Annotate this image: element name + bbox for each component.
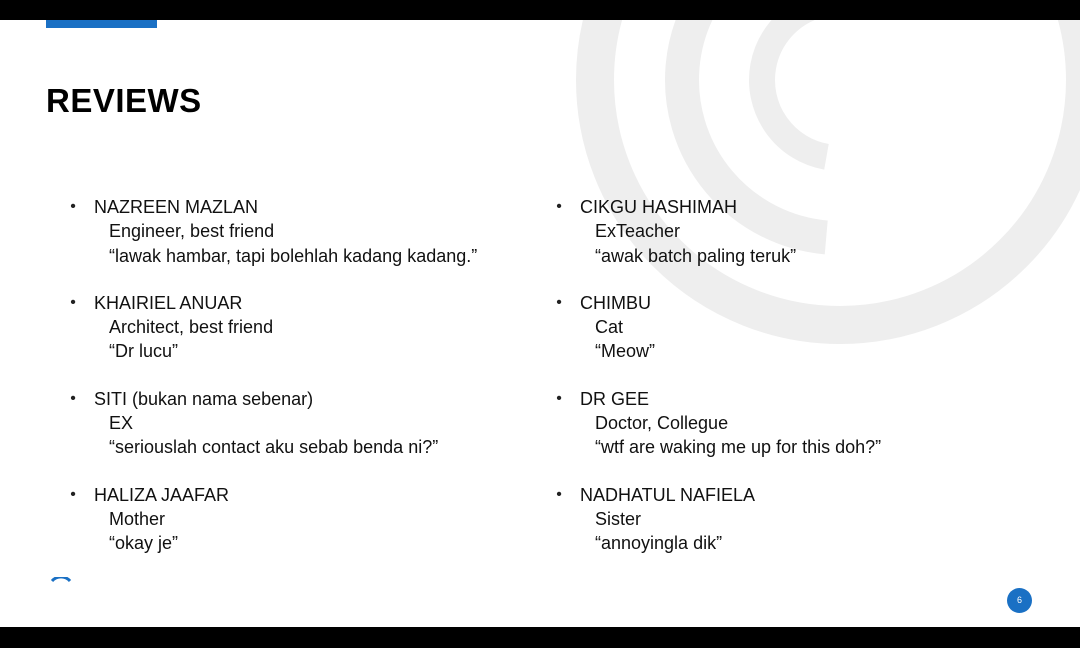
reviewer-role: EX bbox=[109, 413, 134, 434]
reviewer-role: ExTeacher bbox=[595, 221, 681, 242]
reviewer-role: Architect, best friend bbox=[109, 317, 274, 338]
reviewer-name: CIKGU HASHIMAH bbox=[580, 197, 738, 217]
review-item bbox=[552, 483, 1022, 556]
reviews-right-column bbox=[552, 195, 1022, 579]
bullet-icon: • bbox=[70, 198, 76, 215]
review-quote: “Dr lucu” bbox=[109, 341, 179, 362]
bullet-icon: • bbox=[70, 389, 76, 407]
reviewer-name: HALIZA JAAFAR bbox=[94, 484, 230, 505]
review-quote: “Meow” bbox=[595, 341, 656, 362]
reviewer-role: Cat bbox=[595, 317, 624, 338]
reviews-left-column bbox=[66, 195, 536, 579]
top-letterbox-bar bbox=[0, 0, 1080, 20]
review-item bbox=[552, 291, 1022, 364]
bullet-icon: • bbox=[556, 293, 562, 311]
review-quote: “lawak hambar, tapi bolehlah kadang kadang.” bbox=[109, 245, 478, 266]
reviewer-name: CHIMBU bbox=[580, 292, 651, 313]
review-item bbox=[66, 291, 536, 364]
accent-tab bbox=[46, 20, 157, 28]
review-item bbox=[552, 387, 1022, 460]
reviewer-name: SITI (bukan nama sebenar) bbox=[94, 388, 314, 409]
review-quote: “awak batch paling teruk” bbox=[595, 245, 797, 266]
review-quote: “wtf are waking me up for this doh?” bbox=[595, 437, 882, 458]
slide bbox=[0, 20, 1080, 627]
bullet-icon: • bbox=[556, 389, 562, 407]
corner-arc-mark bbox=[50, 577, 72, 599]
bullet-icon: • bbox=[556, 198, 562, 215]
bullet-icon: • bbox=[70, 293, 76, 311]
page-title: REVIEWS bbox=[46, 82, 202, 119]
review-item bbox=[552, 195, 1022, 268]
reviewer-name: KHAIRIEL ANUAR bbox=[94, 292, 243, 313]
review-item bbox=[66, 483, 536, 556]
reviewer-role: Mother bbox=[109, 508, 166, 529]
reviewer-role: Engineer, best friend bbox=[109, 221, 275, 242]
page-number-badge: 6 bbox=[1007, 588, 1032, 613]
review-item bbox=[66, 195, 536, 268]
bullet-icon: • bbox=[556, 485, 562, 503]
reviewer-name: DR GEE bbox=[580, 388, 650, 409]
bullet-icon: • bbox=[70, 485, 76, 503]
reviewer-name: NAZREEN MAZLAN bbox=[94, 197, 259, 217]
review-quote: “annoyingla dik” bbox=[595, 533, 723, 554]
reviewer-role: Doctor, Collegue bbox=[595, 413, 729, 434]
reviewer-role: Sister bbox=[595, 508, 642, 529]
reviewer-name: NADHATUL NAFIELA bbox=[580, 484, 756, 505]
review-quote: “seriouslah contact aku sebab benda ni?” bbox=[109, 437, 439, 458]
review-quote: “okay je” bbox=[109, 533, 179, 554]
bottom-letterbox-bar bbox=[0, 627, 1080, 648]
review-item bbox=[66, 387, 536, 460]
